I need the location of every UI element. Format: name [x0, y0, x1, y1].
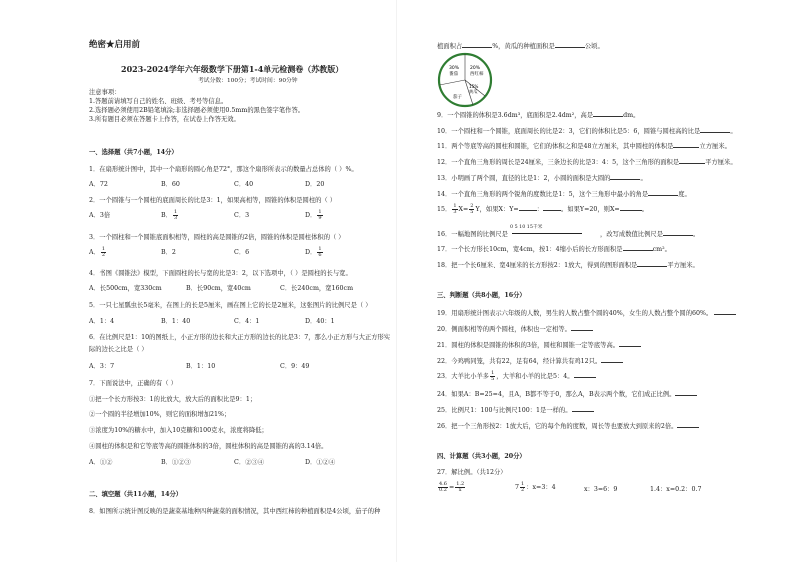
q1-option-d[interactable]: D．20 — [305, 181, 325, 188]
equation-1: $\frac{4.6}{0.2}$ = $\frac{1.2}{x}$ — [439, 481, 465, 493]
q8-text: 8．如图所示统计图反映的是蔬菜基地种四种蔬菜的面积情况，其中西红柿的种植面积是4公顷，茄子的种 — [89, 508, 381, 515]
q15-blank-1[interactable] — [519, 204, 537, 211]
q3-option-d[interactable]: D． $\frac{1}{6}$ — [305, 246, 322, 258]
q8-blank-1[interactable] — [462, 41, 492, 48]
q6-option-c[interactable]: C．9：49 — [280, 363, 310, 370]
q19-blank[interactable] — [714, 308, 736, 315]
equation-2: 7 $\frac{1}{2}$ ：x=3：4 — [515, 481, 556, 493]
q16-scale-bar — [510, 225, 598, 236]
q2-text: 2．一个圆锥与一个圆柱的底面周长的比是3：1，如果高相等，圆锥的体积是圆柱的（ ） — [89, 197, 337, 204]
q12-blank[interactable] — [679, 157, 705, 164]
q5-option-c[interactable]: C．4：1 — [234, 318, 260, 325]
q13: 13．小明画了两个圆，直径的比是1：2，小圆的面积是大圆的 。 — [437, 175, 647, 182]
q15-blank-3[interactable] — [620, 204, 642, 211]
q6-option-a[interactable]: A．3：7 — [89, 363, 115, 370]
q3-text: 3．一个圆柱和一个圆锥底面积相等，圆柱的高是圆锥的2倍，圆锥的体积是圆柱体积的（ ） — [89, 234, 345, 241]
q15: 15． $\frac{1}{3}$ X= $\frac{2}{5}$ Y，如果X：Y= ： 。如果Y=20，则X= 。 — [437, 203, 649, 215]
q7-statement-1: ①把一个长方形按3：1的比放大，放大后的面积比是9：1； — [89, 396, 257, 403]
q5-text: 5．一只七星瓢虫长5毫米，在图上的长是5厘米，画在图上它的长是2厘米，这张图片的比例尺是（ ） — [89, 302, 372, 309]
q7-option-c[interactable]: C．②③④ — [234, 459, 265, 466]
q7-statement-3: ③浓度为10%的糖水中，加入10克糖和100克水，浓度将降低； — [89, 427, 268, 434]
right-page — [397, 0, 794, 562]
q12: 12．一个直角三角形的周长是24厘米，三条边长的比是3：4：5，这个三角形的面积是 平方厘米。 — [437, 159, 737, 166]
q16: 16．一幅地图的比例尺是 0 5 10 15千米 ，改写成数值比例尺是 。 — [437, 225, 700, 238]
q27-text: 27．解比例。（共12分） — [437, 469, 507, 476]
q7-statement-2: ②一个圆的半径增加10%，则它的面积增加21%； — [89, 411, 231, 418]
q8-continued: 植面积占 %，黄瓜的种植面积是 公顷。 — [437, 43, 604, 50]
q20-blank[interactable] — [571, 324, 593, 331]
q25: 25．比例尺1：100与比例尺100：1是一样的。 — [437, 405, 594, 415]
equation-3: x：3=6：9 — [584, 486, 618, 493]
q14: 14．一个直角三角形的两个锐角的度数比是1：5，这个三角形中最小的角是 度。 — [437, 191, 691, 198]
pie-label-s2b: 西红柿 — [470, 72, 484, 77]
note-1: 1.答题前请填写自己的姓名、班级、考号等信息。 — [89, 98, 228, 105]
q15-blank-2[interactable] — [543, 204, 561, 211]
q23-blank[interactable] — [574, 371, 596, 378]
q18-blank[interactable] — [637, 260, 667, 267]
q18: 18．把一个长6厘米、宽4厘米的长方形按2：1放大，得到的图形面积是 平方厘米。 — [437, 262, 699, 269]
pie-chart — [437, 52, 493, 108]
q16-scale-label: 0 5 10 15千米 — [510, 225, 543, 230]
q22: 22．今鸡鸭同笼，共有22，足有64，经计算共有鸡12只。 — [437, 356, 623, 366]
pie-label-s3: 15% — [469, 84, 479, 89]
q1-option-a[interactable]: A．72 — [89, 181, 108, 188]
q25-blank[interactable] — [572, 405, 594, 412]
q10-blank[interactable] — [700, 126, 730, 133]
q1-option-c[interactable]: C．40 — [234, 181, 254, 188]
q6-option-b[interactable]: B．1：10 — [186, 363, 216, 370]
q5-option-b[interactable]: B．1：40 — [161, 318, 191, 325]
q4-option-c[interactable]: C．长240cm，宽160cm — [280, 285, 354, 292]
q10: 10．一个圆柱和一个圆锥，底面周长的比是2：3，它们的体积比是5：6，圆锥与圆柱高的比是 。 — [437, 128, 737, 135]
q5-option-d[interactable]: D．40：1 — [305, 318, 335, 325]
q3-option-c[interactable]: C．6 — [234, 249, 250, 256]
secret-mark: 绝密★启用前 — [89, 40, 141, 50]
q22-blank[interactable] — [601, 356, 623, 363]
q21: 21．圆柱的体积是圆锥的体积的3倍，圆柱和圆锥一定等底等高。 — [437, 340, 641, 350]
q4-option-b[interactable]: B．长90cm，宽40cm — [186, 285, 251, 292]
q7-option-a[interactable]: A．①② — [89, 459, 113, 466]
q1-text: 1．在扇形统计图中，其中一个扇形的圆心角是72°，那这个扇形所表示的数量占总体的（ ）%。 — [89, 166, 358, 173]
section1-heading: 一、选择题（共7小题，14分） — [89, 149, 178, 156]
q4-option-a[interactable]: A．长500cm，宽330cm — [89, 285, 162, 292]
q2-option-c[interactable]: C．3 — [234, 212, 250, 219]
q16-scale-line — [512, 233, 582, 234]
equation-4: 1.4：x=0.2：0.7 — [650, 486, 702, 493]
q11: 11．两个等底等高的圆柱和圆锥，它们的体积之和是48立方厘米，其中圆柱的体积是 立方厘米。 — [437, 143, 731, 150]
note-2: 2.选择题必须使用2B铅笔填涂;非选择题必须使用0.5mm的黑色签字笔作答。 — [89, 107, 305, 114]
q7-statement-4: ④圆柱的体积是和它等底等高的圆锥体积的3倍，圆柱体积的高是圆锥的高的3.14倍。 — [89, 443, 328, 450]
q7-option-d[interactable]: D．①②④ — [305, 459, 336, 466]
pie-label-s2: 20% — [470, 66, 481, 71]
q17-blank[interactable] — [623, 244, 653, 251]
q9-blank[interactable] — [593, 110, 623, 117]
q2-option-a[interactable]: A．3倍 — [89, 212, 111, 219]
pie-label-s4: 茄子 — [453, 95, 462, 100]
notes-heading: 注意事项： — [89, 89, 121, 96]
q21-blank[interactable] — [619, 340, 641, 347]
q4-text: 4．书图《圆锥法》模型，下面圆柱的长与宽的比是3：2，以下选项中，（ ）是圆柱的长与宽。 — [89, 270, 352, 277]
q7-option-b[interactable]: B．①②③ — [161, 459, 191, 466]
q6-text-2: 际的边长之比是（ ） — [89, 346, 148, 353]
q3-option-b[interactable]: B．2 — [161, 249, 176, 256]
q26: 26．把一个三角形按2：1放大后，它的每个角的度数，周长等也要放大到原来的2倍。 — [437, 421, 699, 431]
section4-heading: 四、计算题（共3小题，20分） — [437, 453, 526, 460]
q23: 23．大羊比小羊多 $\frac{1}{5}$ ，大羊和小羊的比是5：4。 — [437, 371, 596, 382]
q2-option-d[interactable]: D． $\frac{1}{9}$ — [305, 209, 322, 221]
q9: 9．一个圆锥的体积是3.6dm³，底面积是2.4dm²，高是 dm。 — [437, 112, 640, 119]
q13-blank[interactable] — [610, 173, 640, 180]
pie-label-s1: 30% — [449, 66, 460, 71]
exam-info: 考试分数：100分；考试时间：90分钟 — [198, 78, 298, 84]
q11-blank[interactable] — [673, 141, 699, 148]
q17: 17．一个长方形长10cm，宽4cm，按1：4缩小后的长方形面积是 cm²。 — [437, 246, 671, 253]
q6-text: 6．在比例尺是1：10的图纸上，小正方形的边长和大正方形的边长的比是3：7，那么小正方形与大正方形实 — [89, 334, 391, 341]
q24-blank[interactable] — [675, 389, 697, 396]
q7-text: 7．下面说法中，正确的有（ ） — [89, 380, 177, 387]
section3-heading: 三、判断题（共8小题，16分） — [437, 292, 526, 299]
q3-option-a[interactable]: A． $\frac{1}{2}$ — [89, 246, 106, 258]
q2-option-b[interactable]: B． $\frac{1}{3}$ — [161, 209, 178, 221]
section2-heading: 二、填空题（共11小题，14分） — [89, 491, 183, 498]
q26-blank[interactable] — [677, 421, 699, 428]
note-3: 3.所有题目必须在答题卡上作答，在试卷上作答无效。 — [89, 116, 240, 123]
q19: 19．用扇形统计图表示六年级的人数，男生的人数占整个圆的40%，女生的人数占整个圆的60%。 — [437, 308, 736, 318]
pie-label-s3b: 黄瓜 — [469, 89, 478, 94]
q14-blank[interactable] — [648, 189, 678, 196]
pie-label-s1b: 番茄 — [449, 72, 458, 77]
q1-option-b[interactable]: B．60 — [161, 181, 180, 188]
q5-option-a[interactable]: A．1：4 — [89, 318, 115, 325]
q16-blank[interactable] — [663, 229, 693, 236]
q24: 24．如果A：B=25=4，且A，B都不等于0，那么A，B表示两个数，它们成正比例。 — [437, 389, 697, 399]
q20: 20．侧面积相等的两个圆柱，体积也一定相等。 — [437, 324, 593, 334]
q8-blank-2[interactable] — [555, 41, 585, 48]
exam-title: 2023-2024学年六年级数学下册第1-4单元检测卷（苏教版） — [121, 64, 344, 74]
